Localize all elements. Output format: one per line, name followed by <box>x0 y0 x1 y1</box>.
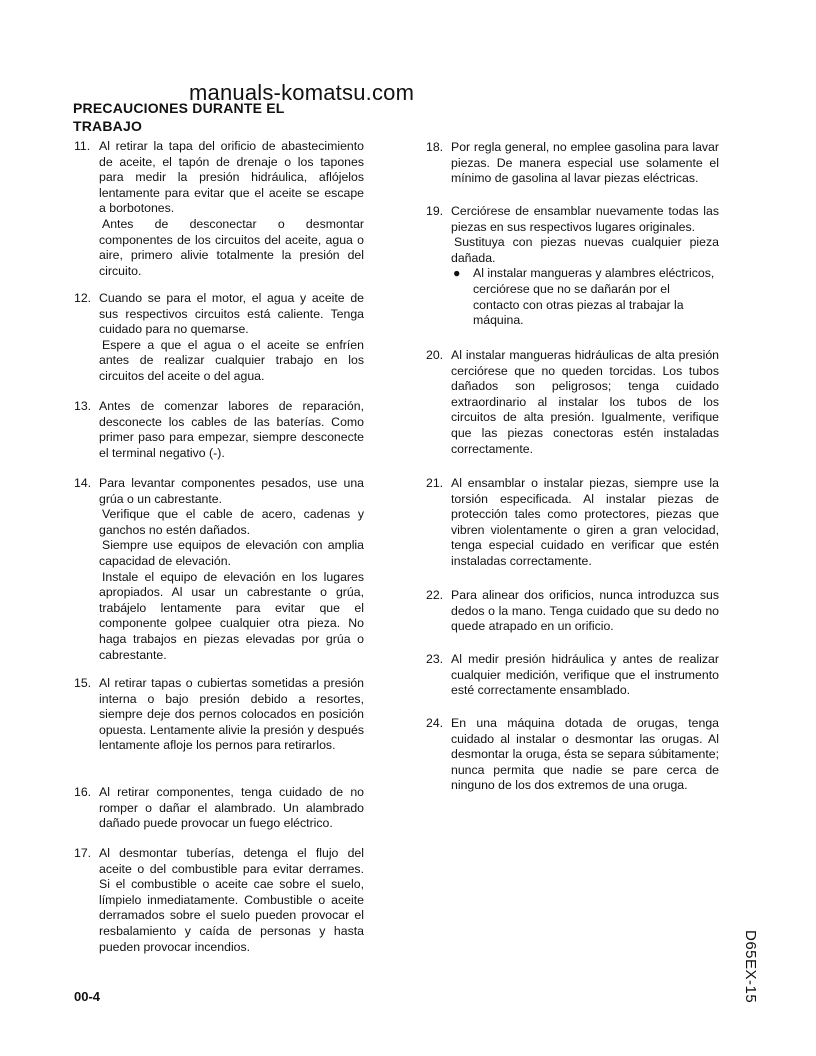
item-body <box>99 291 364 385</box>
list-item <box>426 204 719 329</box>
item-paragraph: Verifique que el cable de acero, cadenas y ganchos no estén dañados. <box>99 507 364 537</box>
item-paragraph: Cuando se para el motor, el agua y aceite de sus respectivos circuitos está caliente. Tenga cuidado para no quemarse. <box>99 291 364 337</box>
item-body <box>99 846 364 955</box>
list-item <box>426 140 719 187</box>
item-body <box>451 588 719 635</box>
item-number: 19. <box>426 204 444 218</box>
list-item <box>426 588 719 635</box>
item-body <box>99 399 364 461</box>
item-paragraph: Instale el equipo de elevación en los lugares apropiados. Al usar un cabrestante o grúa, trabájelo lentamente para evitar que el componente golpee cualquier otra pieza. No haga trabajos en piezas elevadas por grúa o cabrestante. <box>99 569 364 662</box>
item-paragraph: Al medir presión hidráulica y antes de realizar cualquier medición, verifique que el instrumento esté correctamente ensamblado. <box>451 652 719 698</box>
list-item <box>426 716 719 794</box>
list-item <box>426 348 719 457</box>
list-item <box>74 139 364 279</box>
list-item <box>74 476 364 663</box>
bullet-text: Al instalar mangueras y alambres eléctricos, cerciórese que no se dañarán por el contacto con otras piezas al trabajar la máquina. <box>473 266 715 328</box>
title-line-2: TRABAJO <box>73 118 143 134</box>
bullet-icon: ● <box>453 266 461 281</box>
model-code: D65EX-15 <box>742 930 759 1004</box>
item-body <box>99 139 364 279</box>
item-body <box>99 676 364 754</box>
item-paragraph: Para levantar componentes pesados, use una grúa o un cabrestante. <box>99 476 364 506</box>
item-paragraph: Cerciórese de ensamblar nuevamente todas las piezas en sus respectivos lugares originales. <box>451 204 719 234</box>
item-number: 15. <box>74 676 92 690</box>
item-number: 13. <box>74 399 92 413</box>
item-number: 12. <box>74 291 92 305</box>
item-paragraph: Al ensamblar o instalar piezas, siempre use la torsión especificada. Al instalar piezas de protección tales como protectores, piezas que vibren violentamente o giren a gran velocidad, tenga especial cuidado en verificar que estén instaladas correctamente. <box>451 476 719 568</box>
bullet-list <box>451 266 719 328</box>
item-paragraph: Antes de desconectar o desmontar componentes de los circuitos del aceite, agua o aire, primero alivie totalmente la presión del circuito. <box>99 216 364 278</box>
list-item <box>426 652 719 699</box>
item-body <box>451 348 719 457</box>
item-paragraph: Al retirar tapas o cubiertas sometidas a presión interna o bajo presión debido a resortes, siempre deje dos pernos colocados en posición opuesta. Lentamente alivie la presión y después lentamente afloje los pernos para retirarlos. <box>99 676 364 753</box>
item-body <box>99 476 364 663</box>
item-body <box>451 716 719 794</box>
item-paragraph: Antes de comenzar labores de reparación, desconecte los cables de las baterías. Como primer paso para empezar, siempre desconecte el terminal negativo (-). <box>99 399 364 460</box>
item-number: 16. <box>74 785 92 799</box>
item-body <box>451 652 719 699</box>
list-item <box>426 476 719 570</box>
item-paragraph: Al instalar mangueras hidráulicas de alta presión cerciórese que no queden torcidas. Los tubos dañados son peligrosos; tenga cuidado extraordinario al instalar los tubos de los circuitos de alta presión. Igualmente, verifique que las piezas conectoras estén instaladas correctamente. <box>451 348 719 456</box>
item-number: 22. <box>426 588 444 602</box>
item-body <box>451 140 719 187</box>
item-paragraph: Al retirar componentes, tenga cuidado de no romper o dañar el alambrado. Un alambrado dañado puede provocar un fuego eléctrico. <box>99 785 364 831</box>
item-paragraph: Siempre use equipos de elevación con amplia capacidad de elevación. <box>99 538 364 568</box>
page-number: 00-4 <box>74 989 101 1004</box>
list-item <box>74 676 364 754</box>
item-paragraph: Al retirar la tapa del orificio de abastecimiento de aceite, el tapón de drenaje o los tapones para medir la presión hidráulica, aflójelos lentamente para evitar que el aceite se escape a borbotones. <box>99 139 364 216</box>
item-paragraph: Al desmontar tuberías, detenga el flujo del aceite o del combustible para evitar derrames. Si el combustible o aceite cae sobre el suelo, límpielo inmediatamente. Combustible o aceite derramados sobre el suelo pueden provocar el resbalamiento y caída de personas y hasta pueden provocar incendios. <box>99 846 364 954</box>
item-number: 11. <box>74 139 91 153</box>
bullet-item <box>451 266 719 328</box>
item-body <box>451 476 719 570</box>
item-paragraph: Espere a que el agua o el aceite se enfríen antes de realizar cualquier trabajo en los circuitos del aceite o del agua. <box>99 337 364 383</box>
title-line-1: PRECAUCIONES DURANTE EL <box>73 100 285 116</box>
item-paragraph: En una máquina dotada de orugas, tenga cuidado al instalar o desmontar las orugas. Al desmontar la oruga, ésta se separa súbitamente; nunca permita que nadie se pare cerca de ninguno de los dos extremos de una oruga. <box>451 716 719 793</box>
item-paragraph: Por regla general, no emplee gasolina para lavar piezas. De manera especial use solamente el mínimo de gasolina al lavar piezas eléctricas. <box>451 140 719 186</box>
item-body <box>99 785 364 832</box>
item-number: 24. <box>426 716 444 730</box>
list-item <box>74 399 364 461</box>
item-number: 18. <box>426 140 444 154</box>
item-body <box>451 204 719 329</box>
list-item <box>74 785 364 832</box>
item-number: 20. <box>426 348 444 362</box>
item-number: 21. <box>426 476 444 490</box>
item-paragraph: Sustituya con piezas nuevas cualquier pieza dañada. <box>451 235 719 265</box>
list-item <box>74 291 364 385</box>
item-paragraph: Para alinear dos orificios, nunca introduzca sus dedos o la mano. Tenga cuidado que su dedo no quede atrapado en un orificio. <box>451 588 719 634</box>
item-number: 17. <box>74 846 92 860</box>
list-item <box>74 846 364 955</box>
watermark: manuals-komatsu.com <box>189 80 415 105</box>
item-number: 23. <box>426 652 444 666</box>
item-number: 14. <box>74 476 92 490</box>
